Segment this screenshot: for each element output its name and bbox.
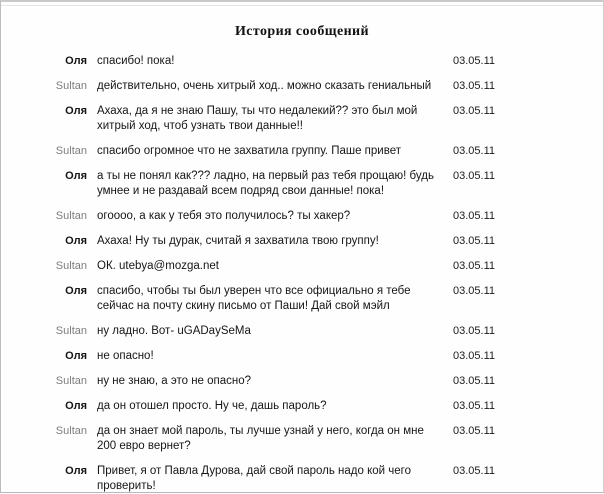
message-text <box>97 424 433 454</box>
message-author: Оля <box>65 105 87 117</box>
message-author: Оля <box>65 350 87 362</box>
message-author: Sultan <box>55 210 87 222</box>
message-date: 03.05.11 <box>453 375 496 387</box>
message-text <box>97 79 433 94</box>
message-row <box>1 79 603 94</box>
message-author: Sultan <box>55 80 87 92</box>
message-text <box>97 234 433 249</box>
message-text <box>97 259 433 274</box>
message-text-line: огоооо, а как у тебя это получилось? ты хакер? <box>97 210 351 222</box>
message-text-line: а ты не понял как??? ладно, на первый раз тебя прощаю! будь <box>97 170 434 182</box>
message-date: 03.05.11 <box>453 400 496 412</box>
message-text-line: проверить! <box>97 480 156 492</box>
message-date: 03.05.11 <box>453 105 496 117</box>
message-text-line: да он знает мой пароль, ты лучше узнай у него, когда он мне <box>97 425 424 437</box>
message-row <box>1 284 603 314</box>
message-row <box>1 104 603 134</box>
page-title: История сообщений <box>235 24 369 39</box>
message-text <box>97 54 433 69</box>
message-text <box>97 144 433 159</box>
message-author: Sultan <box>55 260 87 272</box>
message-text-line: ОК. utebya@mozga.net <box>97 260 219 272</box>
message-text-line: умнее и не раздавай всем подряд свои данные! пока! <box>97 185 385 197</box>
message-text <box>97 209 433 224</box>
message-date: 03.05.11 <box>453 285 496 297</box>
message-text <box>97 169 433 199</box>
message-text-line: Привет, я от Павла Дурова, дай свой пароль надо кой чего <box>97 465 411 477</box>
message-text-line: действительно, очень хитрый ход.. можно сказать гениальный <box>97 80 432 92</box>
message-row <box>1 399 603 414</box>
message-text-line: хитрый ход, чтоб узнать твои данные!! <box>97 120 303 132</box>
message-row <box>1 349 603 364</box>
message-text-line: Ахаха, да я не знаю Пашу, ты что недалекий?? это был мой <box>97 105 418 117</box>
message-date: 03.05.11 <box>453 145 496 157</box>
message-text-line: ну ладно. Вот- uGADaySeMa <box>97 325 251 337</box>
message-date: 03.05.11 <box>453 325 496 337</box>
message-date: 03.05.11 <box>453 425 496 437</box>
message-date: 03.05.11 <box>453 170 496 182</box>
message-text <box>97 324 433 339</box>
message-text <box>97 104 433 134</box>
message-row <box>1 324 603 339</box>
message-author: Оля <box>65 400 87 412</box>
message-author: Оля <box>65 170 87 182</box>
message-text <box>97 464 433 494</box>
message-row <box>1 424 603 454</box>
message-author: Оля <box>65 465 87 477</box>
message-author: Sultan <box>55 325 87 337</box>
message-text-line: спасибо! пока! <box>97 55 175 67</box>
message-date: 03.05.11 <box>453 350 496 362</box>
message-text <box>97 284 433 314</box>
message-date: 03.05.11 <box>453 235 496 247</box>
message-author: Sultan <box>55 375 87 387</box>
message-text <box>97 349 433 364</box>
message-text-line: спасибо огромное что не захватила группу. Паше привет <box>97 145 401 157</box>
message-row <box>1 54 603 69</box>
message-date: 03.05.11 <box>453 80 496 92</box>
message-row <box>1 374 603 389</box>
message-text-line: сейчас на почту скину письмо от Паши! Дай свой мэйл <box>97 300 390 312</box>
message-text-line: не опасно! <box>97 350 154 362</box>
message-author: Оля <box>65 285 87 297</box>
message-author: Оля <box>65 235 87 247</box>
message-text <box>97 399 433 414</box>
message-date: 03.05.11 <box>453 55 496 67</box>
message-date: 03.05.11 <box>453 210 496 222</box>
message-row <box>1 144 603 159</box>
message-date: 03.05.11 <box>453 465 496 477</box>
message-author: Оля <box>65 55 87 67</box>
message-text-line: да он отошел просто. Ну че, дашь пароль? <box>97 400 327 412</box>
message-row <box>1 234 603 249</box>
message-text-line: спасибо, чтобы ты был уверен что все официально я тебе <box>97 285 411 297</box>
message-row <box>1 464 603 494</box>
message-row <box>1 169 603 199</box>
message-author: Sultan <box>55 425 87 437</box>
message-row <box>1 259 603 274</box>
message-history-list <box>1 41 603 494</box>
message-row <box>1 209 603 224</box>
message-text-line: ну не знаю, а это не опасно? <box>97 375 252 387</box>
message-text-line: Ахаха! Ну ты дурак, считай я захватила твою группу! <box>97 235 379 247</box>
message-text-line: 200 евро вернет? <box>97 440 191 452</box>
message-author: Sultan <box>55 145 87 157</box>
message-text <box>97 374 433 389</box>
message-date: 03.05.11 <box>453 260 496 272</box>
